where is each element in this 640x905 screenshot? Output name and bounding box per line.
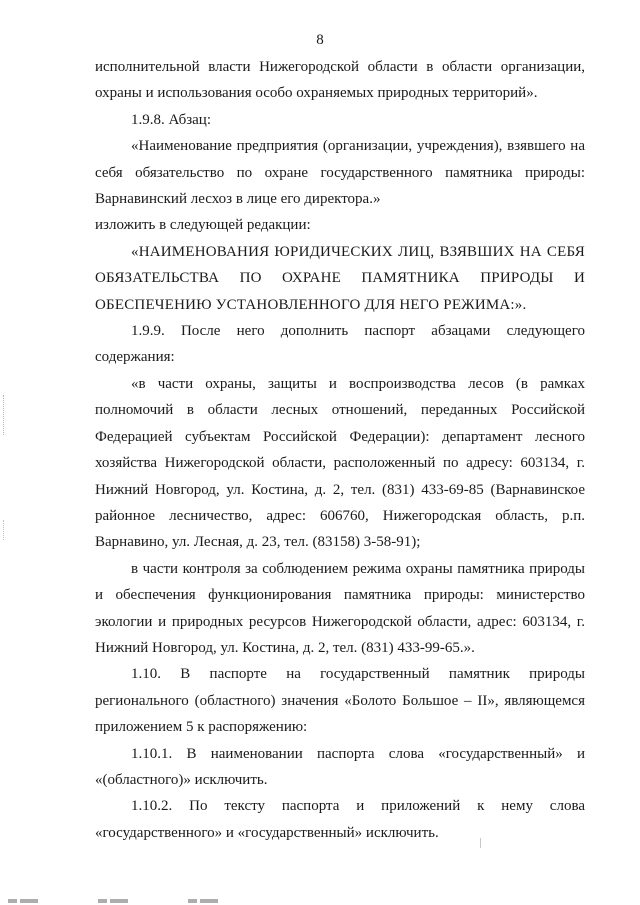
paragraph-quoted-old-text: «Наименование предприятия (организации, учреждения), взявшего на себя обязательство по охране государственного памятника природы: Варнавинский лесхоз в лице его директора.» [95,138,585,208]
paragraph-clause-1-10: 1.10. В паспорте на государственный памятник природы регионального (областного) значения «Болото Большое – II», являющемся приложением 5 к распоряжению: [95,666,585,736]
paragraph-regime-control: в части контроля за соблюдением режима охраны памятника природы и обеспечения функционирования памятника природы: министерство экологии и природных ресурсов Нижегородской области, адрес: 603134, г. Нижний Новгород, ул. Костина, д. 2, тел. (831) 433-99-65.». [95,560,585,656]
scan-bottom-artifact [8,899,228,903]
page-number: 8 [316,32,324,48]
paragraph-quoted-new-heading: «НАИМЕНОВАНИЯ ЮРИДИЧЕСКИХ ЛИЦ, ВЗЯВШИХ НА СЕБЯ ОБЯЗАТЕЛЬСТВА ПО ОХРАНЕ ПАМЯТНИКА ПРИРОДЫ И ОБЕСПЕЧЕНИЮ УСТАНОВЛЕННОГО ДЛЯ НЕГО РЕЖИМА:». [95,243,585,313]
paragraph-clause-1-10-2: 1.10.2. По тексту паспорта и приложений к нему слова «государственного» и «государственный» исключить. [95,798,585,841]
document-body [95,54,585,846]
scan-edge-mark [3,395,6,435]
paragraph-instruction: изложить в следующей редакции: [95,217,311,234]
scan-edge-mark [3,520,6,540]
scan-artifact [480,838,481,848]
paragraph-continuation: исполнительной власти Нижегородской области в области организации, охраны и использования особо охраняемых природных территорий». [95,59,585,102]
paragraph-clause-1-9-9: 1.9.9. После него дополнить паспорт абзацами следующего содержания: [95,323,585,366]
paragraph-forest-protection: «в части охраны, защиты и воспроизводства лесов (в рамках полномочий в области лесных отношений, переданных Российской Федерацией субъектам Российской Федерации): департамент лесного хозяйства Нижегородской области, расположенный по адресу: 603134, г. Нижний Новгород, ул. Костина, д. 2, тел. (831) 433-69-85 (Варнавинское районное лесничество, адрес: 606760, Нижегородская область, р.п. Варнавино, ул. Лесная, д. 23, тел. (83158) 3-58-91); [95,375,585,551]
paragraph-clause-1-10-1: 1.10.1. В наименовании паспорта слова «государственный» и «(областного)» исключить. [95,745,585,788]
paragraph-clause-1-9-8: 1.9.8. Абзац: [131,111,211,128]
